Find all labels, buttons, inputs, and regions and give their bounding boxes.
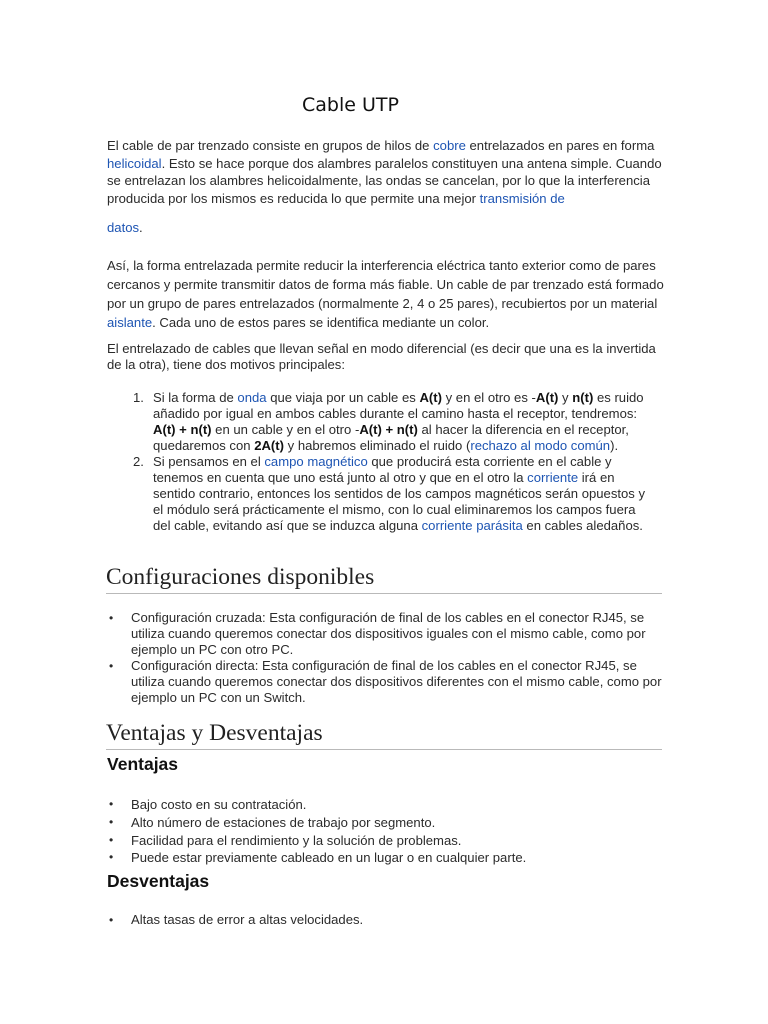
bullet-icon: • [109, 611, 114, 625]
link-onda[interactable]: onda [237, 390, 267, 405]
bullet-icon: • [109, 797, 114, 811]
bullet-icon: • [109, 850, 114, 865]
bullet-icon: • [109, 913, 114, 927]
list-number: 1. [133, 390, 144, 405]
intro-paragraph-2: Así, la forma entrelazada permite reducir la interferencia eléctrica tanto exterior como de pares cercanos y permite transmitir datos de forma más fiable. Un cable de par trenzado está formado por un grupo de pares entrelazados (normalmente 2, 4 o 25 pares), recubiertos por un material aislante. Cada uno de estos pares se identifica mediante un color. [107, 258, 664, 330]
motive-item-1: 1. Si la forma de onda que viaja por un cable es A(t) y en el otro es -A(t) y n(t) es ruido añadido por igual en ambos cables durante el camino hasta el receptor, tendremos: A(t) + n(t) en un cable y en el otro -A(t) + n(t) al hacer la diferencia en el receptor, quedaremos con 2A(t) y habremos eliminado el ruido (rechazo al modo común). [133, 390, 644, 453]
link-rechazo-modo-comun[interactable]: rechazo al modo común [470, 438, 611, 453]
link-helicoidal[interactable]: helicoidal [107, 155, 162, 171]
list-number: 2. [133, 454, 144, 469]
list-item: • Facilidad para el rendimiento y la solución de problemas. [109, 832, 462, 848]
link-campo-magnetico[interactable]: campo magnético [264, 454, 368, 469]
page-title: Cable UTP [302, 94, 399, 116]
subheading-ventajas: Ventajas [107, 754, 179, 774]
bullet-icon: • [109, 659, 114, 673]
motive-item-2: 2. Si pensamos en el campo magnético que producirá esta corriente en el cable y tenemos en cuenta que uno está junto al otro y que en el otro la corriente irá en sentido contrario, entonces los sentidos de los campos magnéticos serán opuestos y el módulo será prácticamente el mismo, con lo cual eliminaremos los campos fuera del cable, evitando así que se induzca alguna corriente parásita en cables aledaños. [133, 454, 646, 533]
list-item: • Alto número de estaciones de trabajo por segmento. [109, 814, 436, 830]
link-cobre[interactable]: cobre [433, 138, 466, 153]
list-item: • Altas tasas de error a altas velocidades. [109, 912, 364, 927]
list-item: • Bajo costo en su contratación. [109, 797, 307, 812]
link-transmision-datos-cont[interactable]: datos [107, 220, 140, 235]
subheading-desventajas: Desventajas [107, 871, 210, 891]
section-heading-ventajas-desventajas: Ventajas y Desventajas [106, 719, 662, 750]
list-item: • Configuración cruzada: Esta configuración de final de los cables en el conector RJ45, se utiliza cuando queremos conectar dos dispositivos iguales con el mismo cable, como por ejemplo un PC con otro PC. [109, 610, 646, 657]
link-transmision-datos[interactable]: transmisión de [479, 190, 565, 206]
link-corriente-parasita[interactable]: corriente parásita [421, 518, 523, 533]
pros-list [107, 796, 663, 867]
section-heading-configuraciones: Configuraciones disponibles [106, 563, 662, 594]
cons-list [107, 912, 663, 928]
list-item: • Puede estar previamente cableado en un lugar o en cualquier parte. [109, 850, 527, 866]
bullet-icon: • [109, 832, 114, 847]
motives-list [133, 390, 655, 534]
link-corriente[interactable]: corriente [527, 470, 579, 485]
link-aislante[interactable]: aislante [107, 315, 153, 330]
bullet-icon: • [109, 814, 114, 829]
list-item: • Configuración directa: Esta configuración de final de los cables en el conector RJ45, se utiliza cuando queremos conectar dos dispositivos diferentes con el mismo cable, como por ejemplo un PC con un Switch. [109, 658, 662, 705]
configs-list [107, 610, 663, 706]
intro-paragraph-1-end: datos. [107, 220, 143, 235]
intro-paragraph-1: El cable de par trenzado consiste en grupos de hilos de cobre entrelazados en pares en forma helicoidal. Esto se hace porque dos alambres paralelos constituyen una antena simple. Cuando se entrelazan los alambres helicoidalmente, las ondas se cancelan, por lo que la interferencia producida por los mismos es reducida lo que permite una mejor transmisión de [107, 138, 662, 206]
intro-paragraph-3: El entrelazado de cables que llevan señal en modo diferencial (es decir que una es la invertida de la otra), tiene dos motivos principales: [107, 341, 656, 372]
